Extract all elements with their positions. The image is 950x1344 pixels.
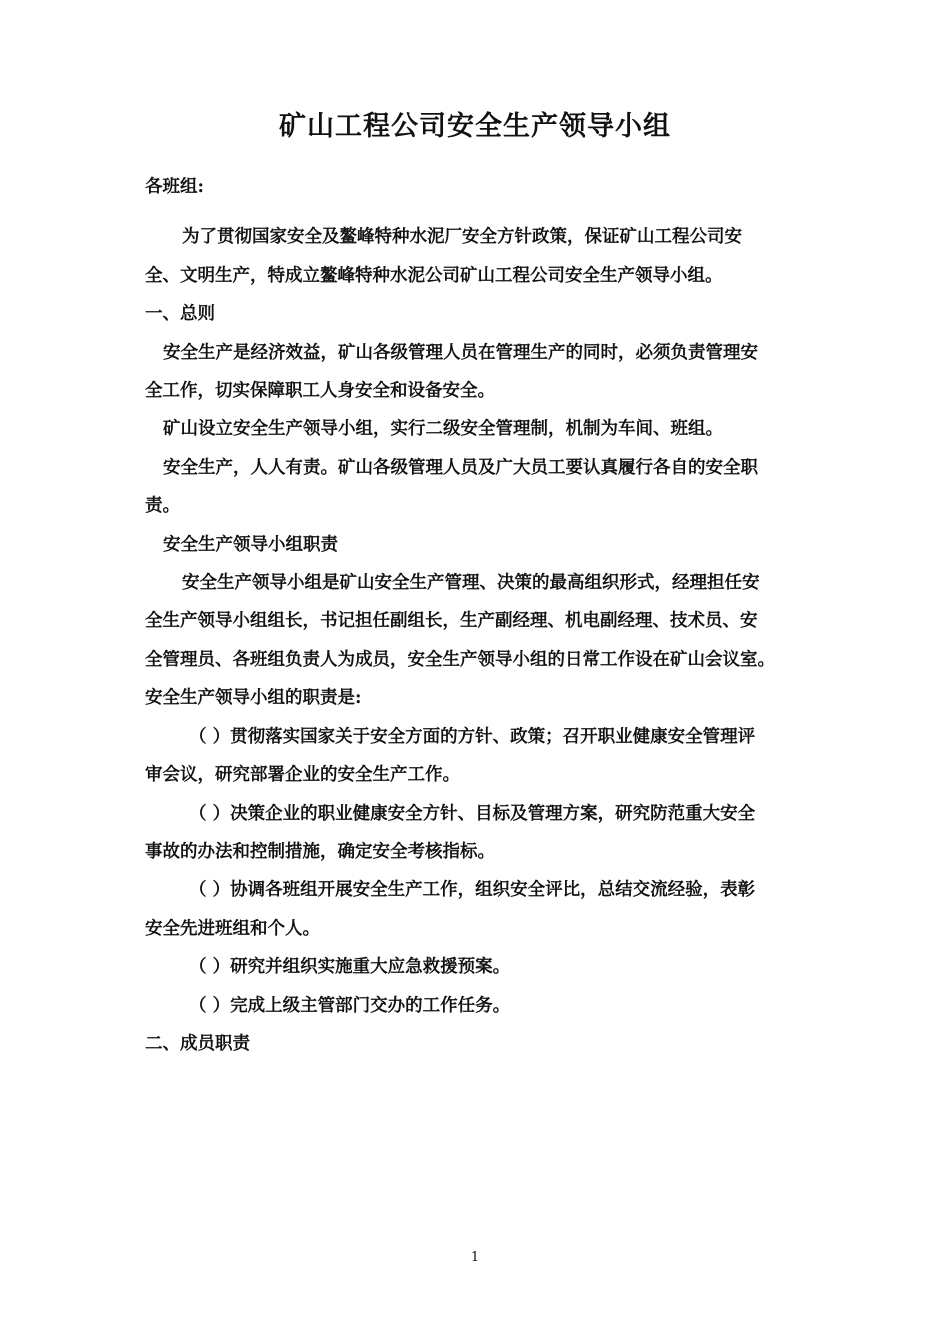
paragraph-line: 责。 [145, 496, 180, 517]
duty-item-line: （ ）协调各班组开展安全生产工作，组织安全评比，总结交流经验，表彰 [189, 880, 756, 901]
paragraph-line: 全管理员、各班组负责人为成员，安全生产领导小组的日常工作设在矿山会议室。 [145, 649, 775, 670]
duty-item-line: （ ）贯彻落实国家关于安全方面的方针、政策；召开职业健康安全管理评 [189, 726, 756, 747]
document-body [145, 168, 810, 1063]
section-heading-members: 二、成员职责 [145, 1033, 250, 1054]
page-number: 1 [470, 1250, 480, 1265]
paragraph-line: 安全生产是经济效益，矿山各级管理人员在管理生产的同时，必须负责管理安 [163, 342, 758, 363]
duty-item-line: （ ）研究并组织实施重大应急救援预案。 [189, 957, 511, 978]
paragraph-line: 安全生产领导小组是矿山安全生产管理、决策的最高组织形式，经理担任安 [182, 573, 760, 594]
intro-paragraph-line: 全、文明生产，特成立鳌峰特种水泥公司矿山工程公司安全生产领导小组。 [145, 265, 723, 286]
subsection-heading: 安全生产领导小组职责 [163, 534, 338, 555]
duty-item-line: （ ）决策企业的职业健康安全方针、目标及管理方案，研究防范重大安全 [189, 803, 756, 824]
paragraph-line: 矿山设立安全生产领导小组，实行二级安全管理制，机制为车间、班组。 [163, 419, 723, 440]
duty-item-line: （ ）完成上级主管部门交办的工作任务。 [189, 995, 511, 1016]
paragraph-line: 安全生产，人人有责。矿山各级管理人员及广大员工要认真履行各自的安全职 [163, 457, 758, 478]
document-title: 矿山工程公司安全生产领导小组 [279, 111, 671, 142]
salutation: 各班组: [145, 177, 204, 197]
intro-paragraph-line: 为了贯彻国家安全及鳌峰特种水泥厂安全方针政策，保证矿山工程公司安 [182, 227, 742, 248]
paragraph-line: 全生产领导小组组长，书记担任副组长，生产副经理、机电副经理、技术员、安 [145, 611, 758, 632]
section-heading-general: 一、总则 [145, 304, 215, 325]
paragraph-line: 全工作，切实保障职工人身安全和设备安全。 [145, 381, 495, 402]
duty-item-line: 事故的办法和控制措施，确定安全考核指标。 [145, 841, 495, 862]
paragraph-line: 安全生产领导小组的职责是: [145, 688, 362, 709]
duty-item-line: 安全先进班组和个人。 [145, 918, 320, 939]
duty-item-line: 审会议，研究部署企业的安全生产工作。 [145, 765, 460, 786]
